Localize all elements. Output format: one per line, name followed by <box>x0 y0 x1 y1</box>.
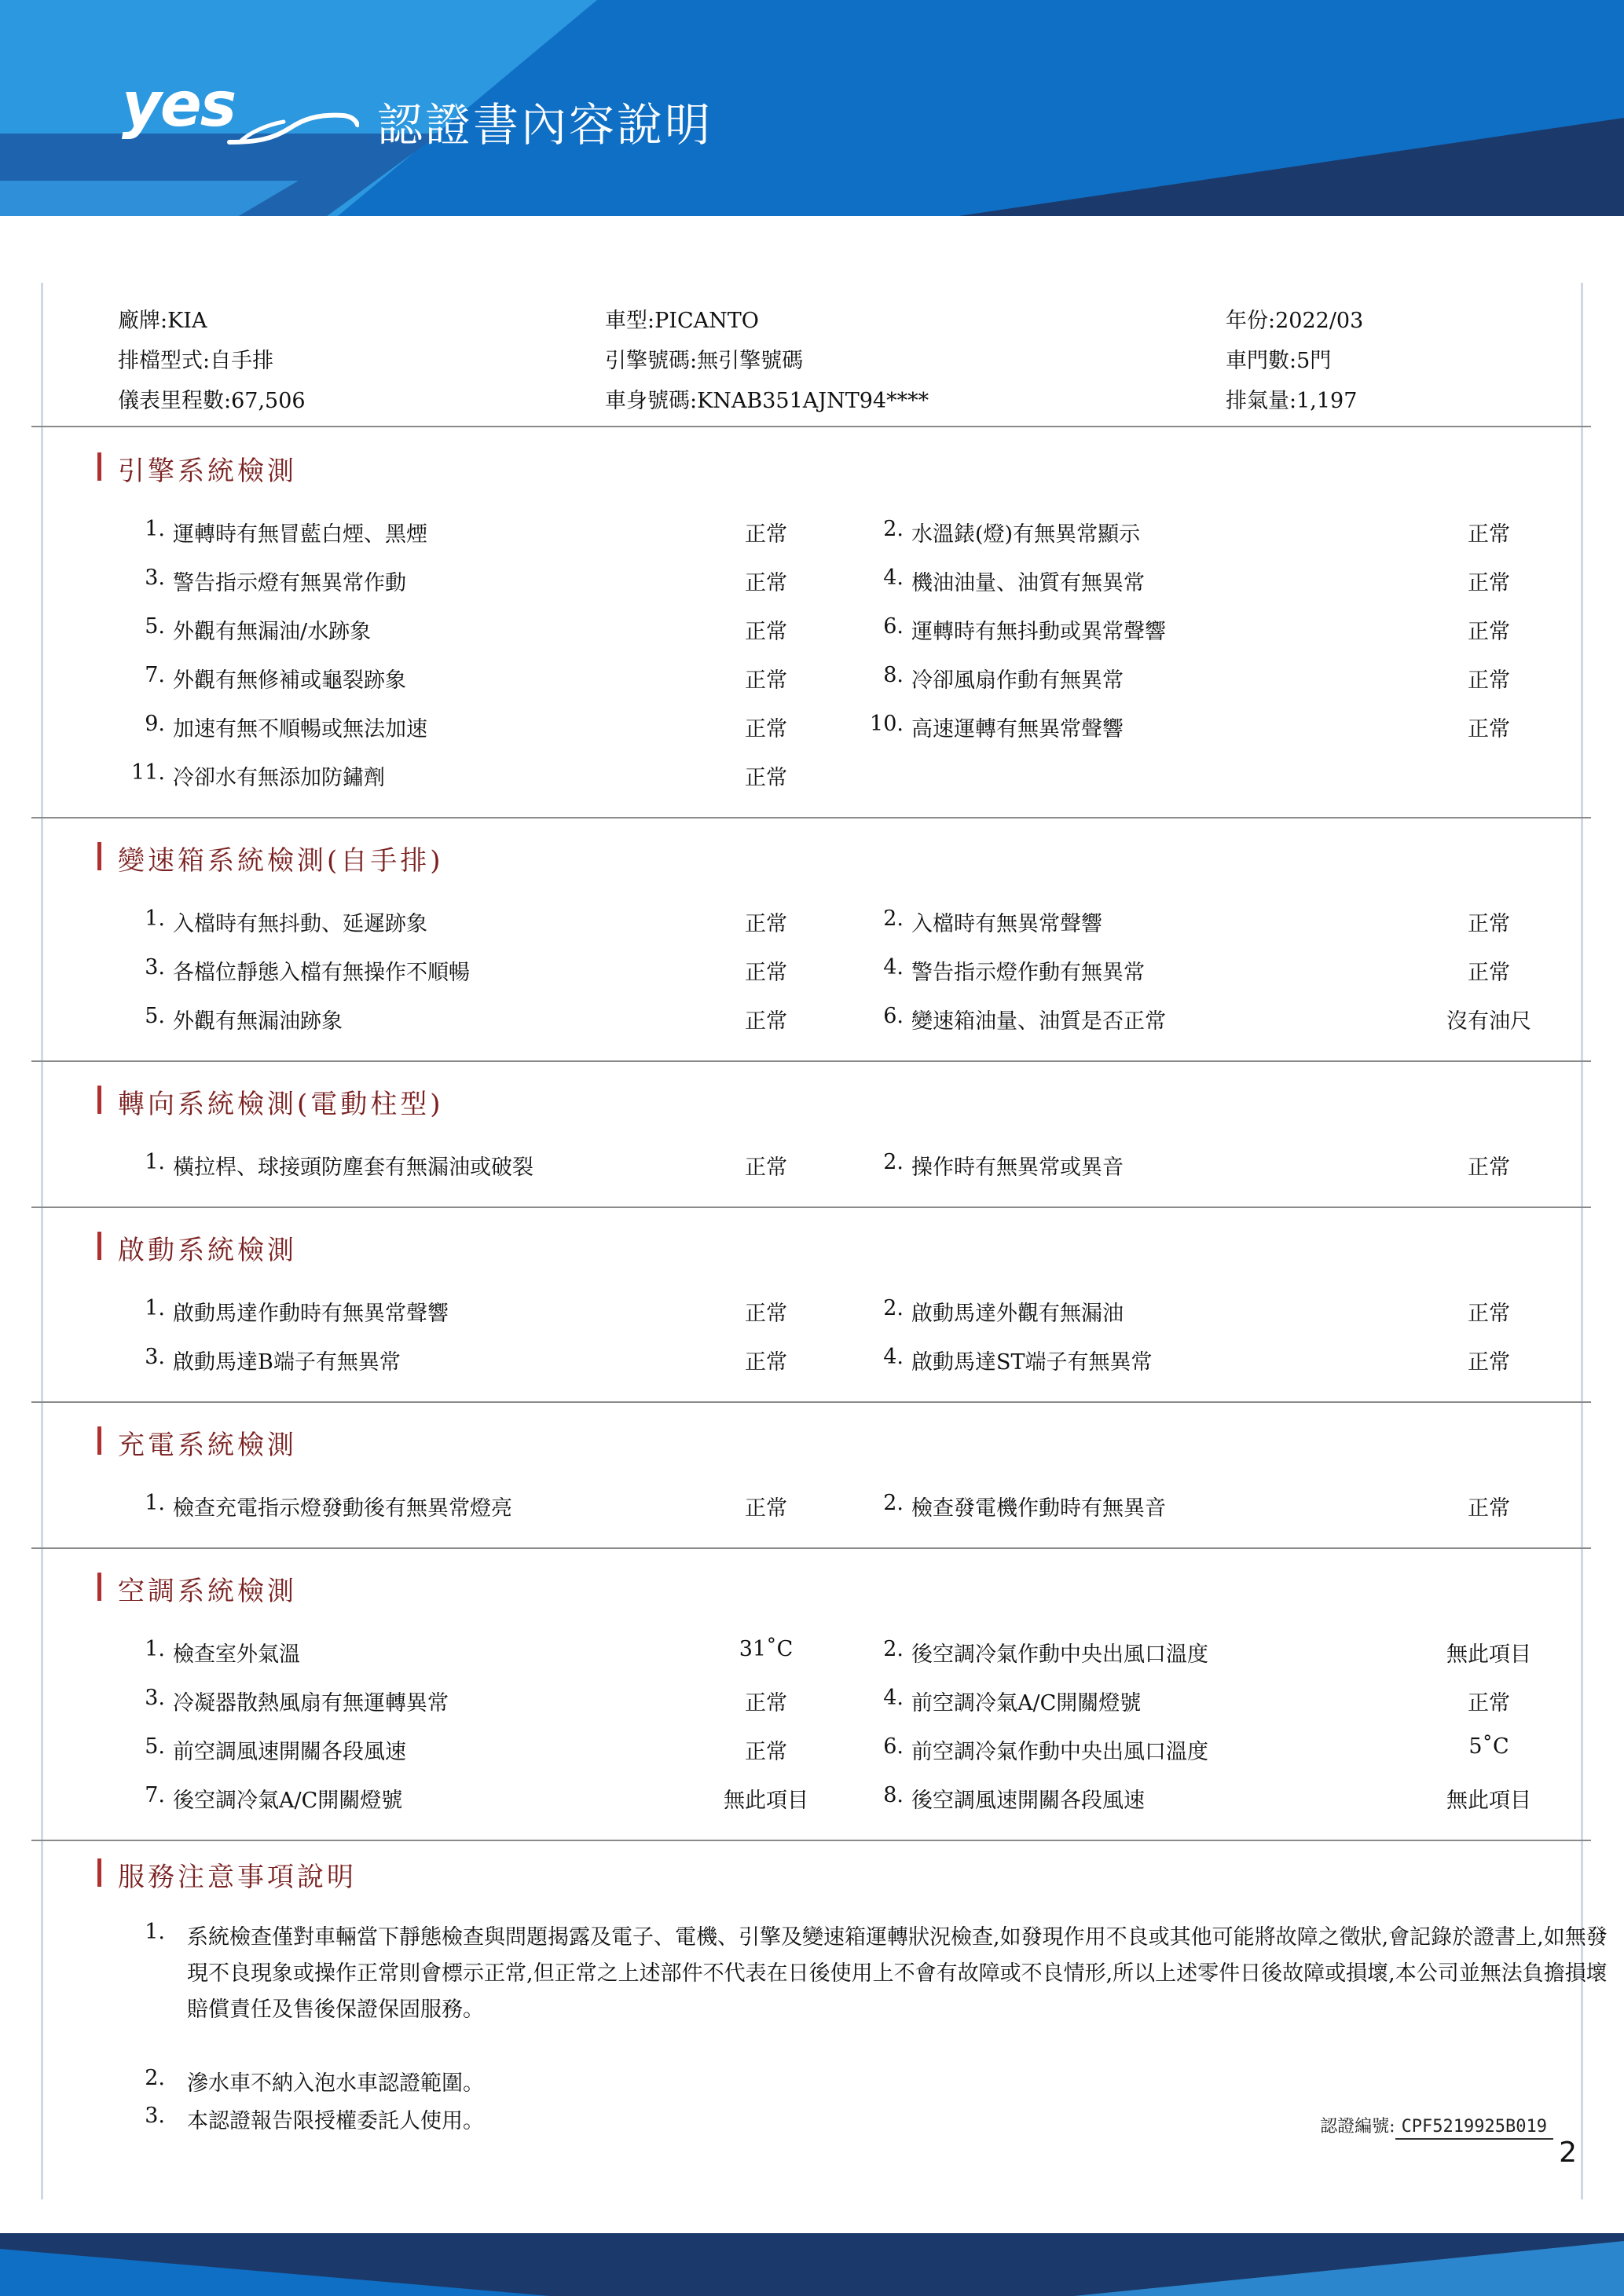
vehicle-mileage-value: 67,506 <box>231 389 306 413</box>
item-text: 外觀有無漏油跡象 <box>173 1009 343 1034</box>
vehicle-displacement: 排氣量:1,197 <box>1226 389 1358 413</box>
item-value: 正常 <box>1468 961 1510 985</box>
item-text: 警告指示燈有無異常作動 <box>173 571 406 595</box>
item-value: 正常 <box>1468 522 1510 547</box>
item-text: 機油油量、油質有無異常 <box>911 571 1145 595</box>
item-text: 後空調風速開關各段風速 <box>911 1789 1145 1813</box>
vehicle-engine-no: 引擎號碼:無引擎號碼 <box>605 349 804 373</box>
item-text: 啟動馬達B端子有無異常 <box>173 1350 401 1375</box>
item-value: 正常 <box>1468 912 1510 936</box>
item-number: 1. <box>145 1296 165 1320</box>
item-number: 2. <box>883 1637 904 1661</box>
item-text: 水溫錶(燈)有無異常顯示 <box>911 522 1141 547</box>
item-value: 正常 <box>745 1155 787 1180</box>
certificate-number <box>1320 2113 1553 2140</box>
item-number: 1. <box>145 1491 165 1515</box>
item-value: 正常 <box>1468 620 1510 644</box>
divider <box>31 817 1591 818</box>
left-rail <box>41 283 43 2294</box>
vehicle-engine-no-label: 引擎號碼 <box>605 349 690 373</box>
item-number: 7. <box>145 1783 165 1807</box>
vehicle-transmission: 排檔型式:自手排 <box>118 349 274 373</box>
item-text: 運轉時有無冒藍白煙、黑煙 <box>173 522 427 547</box>
item-value: 正常 <box>745 620 787 644</box>
vehicle-brand: 廠牌:KIA <box>118 309 207 333</box>
certificate-number-label: 認證編號: <box>1320 2117 1395 2137</box>
divider <box>31 1401 1591 1403</box>
yes-logo-text: yes <box>122 70 236 141</box>
item-value: 正常 <box>745 668 787 693</box>
item-value: 正常 <box>745 717 787 742</box>
item-value: 沒有油尺 <box>1446 1009 1531 1034</box>
item-value: 正常 <box>745 912 787 936</box>
item-text: 檢查發電機作動時有無異音 <box>911 1496 1166 1521</box>
item-text: 啟動馬達作動時有無異常聲響 <box>173 1302 449 1326</box>
item-number: 3. <box>145 566 165 590</box>
item-text: 後空調冷氣A/C開關燈號 <box>173 1789 403 1813</box>
section-title-transmission: 變速箱系統檢測(自手排) <box>118 839 444 877</box>
item-value: 正常 <box>745 961 787 985</box>
item-number: 1. <box>145 1150 165 1174</box>
item-text: 變速箱油量、油質是否正常 <box>911 1009 1166 1034</box>
vehicle-info <box>118 298 1524 419</box>
item-number: 2. <box>883 1150 904 1174</box>
note-number: 3. <box>145 2104 165 2128</box>
page-header <box>0 0 1624 283</box>
vehicle-transmission-label: 排檔型式 <box>118 349 203 373</box>
item-text: 前空調風速開關各段風速 <box>173 1740 406 1764</box>
item-number: 4. <box>883 1345 904 1369</box>
divider <box>31 1547 1591 1549</box>
item-value: 無此項目 <box>724 1789 808 1813</box>
item-number: 6. <box>883 1004 904 1028</box>
vehicle-brand-value: KIA <box>167 309 207 333</box>
item-number: 5. <box>145 1734 165 1759</box>
item-value: 正常 <box>1468 1155 1510 1180</box>
vehicle-mileage-label: 儀表里程數 <box>118 389 224 413</box>
item-number: 6. <box>883 1734 904 1759</box>
section-title-notes: 服務注意事項說明 <box>118 1855 357 1894</box>
vehicle-vin: 車身號碼:KNAB351AJNT94**** <box>605 389 929 413</box>
divider <box>31 1840 1591 1841</box>
item-number: 2. <box>883 1296 904 1320</box>
item-text: 外觀有無修補或龜裂跡象 <box>173 668 406 693</box>
note-text: 滲水車不納入泡水車認證範圍。 <box>187 2071 484 2096</box>
item-value: 正常 <box>1468 571 1510 595</box>
item-value: 正常 <box>745 571 787 595</box>
item-value: 正常 <box>745 1009 787 1034</box>
item-text: 後空調冷氣作動中央出風口溫度 <box>911 1642 1208 1667</box>
section-title-starter: 啟動系統檢測 <box>118 1229 297 1267</box>
vehicle-model-value: PICANTO <box>654 309 759 333</box>
item-value: 正常 <box>745 1740 787 1764</box>
vehicle-brand-label: 廠牌 <box>118 309 160 333</box>
item-text: 前空調冷氣A/C開關燈號 <box>911 1691 1142 1716</box>
item-value: 5˚C <box>1468 1734 1509 1759</box>
section-title-aircon: 空調系統檢測 <box>118 1569 297 1608</box>
vehicle-vin-value: KNAB351AJNT94**** <box>697 389 929 413</box>
section-title-engine: 引擎系統檢測 <box>118 449 297 488</box>
item-text: 啟動馬達外觀有無漏油 <box>911 1302 1124 1326</box>
vehicle-engine-no-value: 無引擎號碼 <box>697 349 804 373</box>
item-text: 冷卻風扇作動有無異常 <box>911 668 1124 693</box>
item-number: 8. <box>883 1783 904 1807</box>
item-text: 各檔位靜態入檔有無操作不順暢 <box>173 961 470 985</box>
item-value: 正常 <box>745 1350 787 1375</box>
vehicle-model-label: 車型 <box>605 309 647 333</box>
item-number: 2. <box>883 906 904 931</box>
item-number: 1. <box>145 906 165 931</box>
item-value: 31˚C <box>739 1637 794 1661</box>
item-number: 9. <box>145 712 165 736</box>
note-text: 本認證報告限授權委託人使用。 <box>187 2109 484 2133</box>
item-value: 正常 <box>1468 1302 1510 1326</box>
vehicle-model: 車型:PICANTO <box>605 309 759 333</box>
vehicle-mileage: 儀表里程數:67,506 <box>118 389 306 413</box>
item-text: 前空調冷氣作動中央出風口溫度 <box>911 1740 1208 1764</box>
section-title-charging: 充電系統檢測 <box>118 1423 297 1462</box>
item-number: 2. <box>883 1491 904 1515</box>
yes-logo <box>122 70 357 161</box>
vehicle-year: 年份:2022/03 <box>1226 309 1364 333</box>
item-text: 冷卻水有無添加防鏽劑 <box>173 766 385 790</box>
item-number: 3. <box>145 1345 165 1369</box>
note-text: 系統檢查僅對車輛當下靜態檢查與問題揭露及電子、電機、引擎及變速箱運轉狀況檢查,如發現作用不良或其他可能將故障之徵狀,會記錄於證書上,如無發現不良現象或操作正常則會標示正常,但正常之上述部件不代表在日後使用上不會有故障或不良情形,所以上述零件日後故障或損壞,本公司並無法負擔損壞賠償責任及售後保證保固服務。 <box>187 1925 1608 2022</box>
item-value: 正常 <box>1468 1691 1510 1716</box>
vehicle-doors-label: 車門數 <box>1226 349 1289 373</box>
item-value: 正常 <box>745 766 787 790</box>
item-number: 3. <box>145 1686 165 1710</box>
vehicle-year-label: 年份 <box>1226 309 1268 333</box>
page-footer <box>0 2199 1624 2296</box>
vehicle-year-value: 2022/03 <box>1275 309 1364 333</box>
item-number: 6. <box>883 614 904 639</box>
section-title-steering: 轉向系統檢測(電動柱型) <box>118 1082 444 1121</box>
item-number: 3. <box>145 955 165 980</box>
item-value: 正常 <box>745 1691 787 1716</box>
vehicle-displacement-label: 排氣量 <box>1226 389 1289 413</box>
item-text: 入檔時有無抖動、延遲跡象 <box>173 912 427 936</box>
item-value: 正常 <box>745 1496 787 1521</box>
item-number: 4. <box>883 1686 904 1710</box>
vehicle-displacement-value: 1,197 <box>1296 389 1358 413</box>
item-text: 操作時有無異常或異音 <box>911 1155 1124 1180</box>
item-number: 10. <box>870 712 904 736</box>
item-value: 正常 <box>1468 1350 1510 1375</box>
note-number: 2. <box>145 2066 165 2090</box>
vehicle-info-row <box>118 339 1524 379</box>
item-value: 無此項目 <box>1446 1642 1531 1667</box>
item-text: 高速運轉有無異常聲響 <box>911 717 1124 742</box>
item-value: 正常 <box>1468 1496 1510 1521</box>
item-value: 正常 <box>745 522 787 547</box>
vehicle-vin-label: 車身號碼 <box>605 389 690 413</box>
item-text: 檢查充電指示燈發動後有無異常燈亮 <box>173 1496 512 1521</box>
item-text: 運轉時有無抖動或異常聲響 <box>911 620 1166 644</box>
vehicle-info-row <box>118 379 1524 419</box>
certificate-number-value: CPF5219925B019 <box>1395 2117 1553 2140</box>
page-number: 2 <box>1559 2137 1577 2169</box>
item-number: 11. <box>131 760 165 785</box>
item-value: 正常 <box>1468 668 1510 693</box>
item-text: 加速有無不順暢或無法加速 <box>173 717 427 742</box>
item-text: 檢查室外氣溫 <box>173 1642 300 1667</box>
item-value: 正常 <box>1468 717 1510 742</box>
item-number: 8. <box>883 663 904 687</box>
divider <box>31 426 1591 427</box>
item-number: 1. <box>145 1637 165 1661</box>
divider <box>31 1207 1591 1208</box>
note-number: 1. <box>145 1920 165 1944</box>
item-text: 警告指示燈作動有無異常 <box>911 961 1145 985</box>
car-swoosh-icon <box>225 101 359 150</box>
item-number: 5. <box>145 1004 165 1028</box>
item-text: 外觀有無漏油/水跡象 <box>173 620 372 644</box>
vehicle-transmission-value: 自手排 <box>210 349 274 373</box>
item-value: 正常 <box>745 1302 787 1326</box>
vehicle-doors: 車門數:5門 <box>1226 349 1332 373</box>
item-value: 無此項目 <box>1446 1789 1531 1813</box>
page-title: 認證書內容說明 <box>377 98 713 152</box>
item-text: 橫拉桿、球接頭防塵套有無漏油或破裂 <box>173 1155 533 1180</box>
item-number: 5. <box>145 614 165 639</box>
item-number: 4. <box>883 566 904 590</box>
item-text: 冷凝器散熱風扇有無運轉異常 <box>173 1691 449 1716</box>
item-text: 入檔時有無異常聲響 <box>911 912 1102 936</box>
item-number: 2. <box>883 517 904 541</box>
vehicle-info-row <box>118 298 1524 339</box>
item-number: 1. <box>145 517 165 541</box>
header-white-strip <box>0 216 1624 283</box>
vehicle-doors-value: 5門 <box>1296 349 1332 373</box>
item-number: 4. <box>883 955 904 980</box>
item-number: 7. <box>145 663 165 687</box>
item-text: 啟動馬達ST端子有無異常 <box>911 1350 1153 1375</box>
divider <box>31 1060 1591 1062</box>
